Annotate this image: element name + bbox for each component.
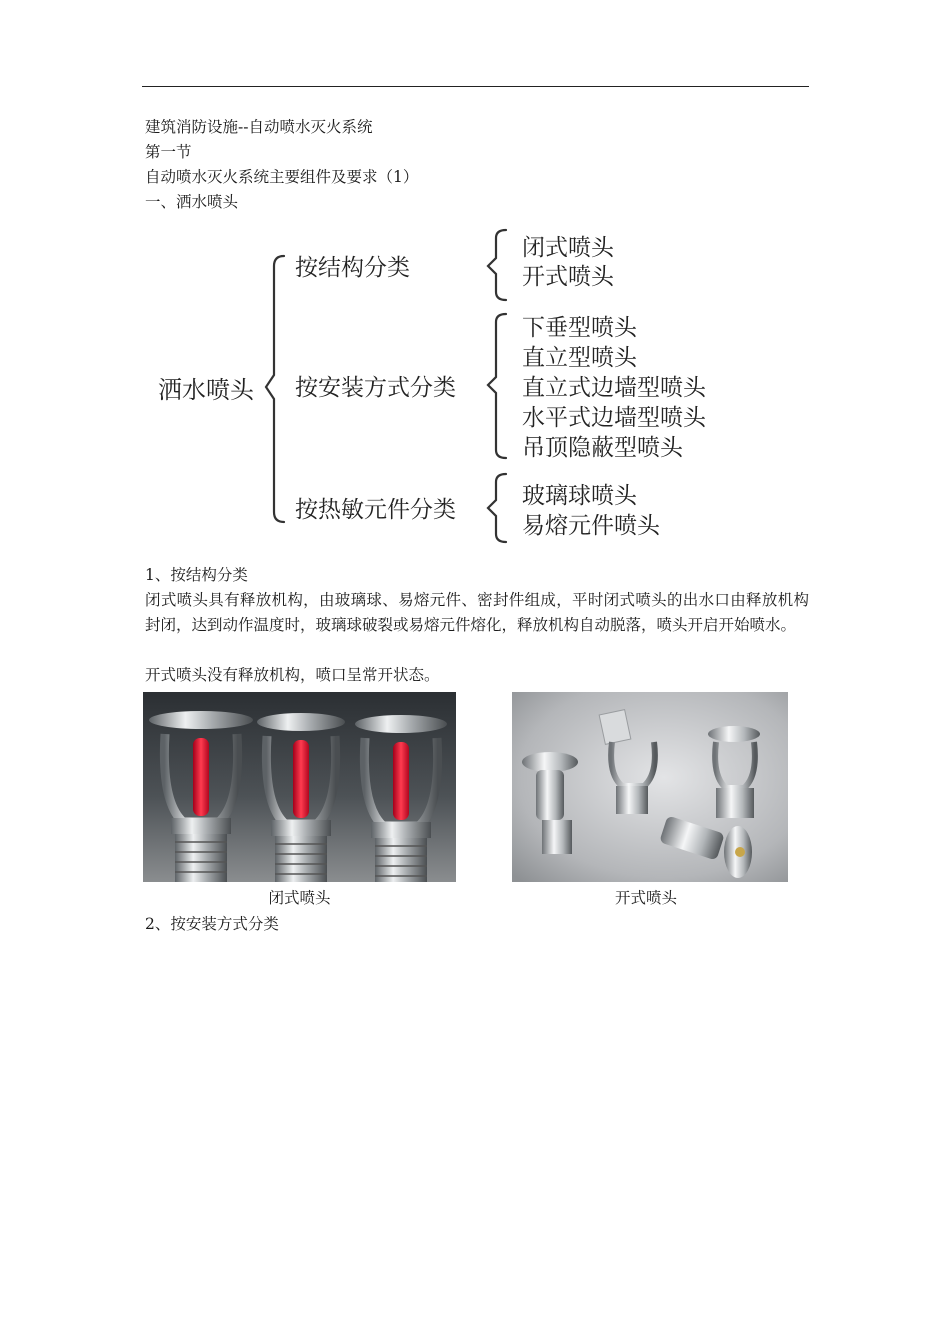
diagram-item: 直立式边墙型喷头: [522, 375, 706, 401]
heading-sprinkler: 一、洒水喷头: [145, 193, 239, 211]
diagram-item: 玻璃球喷头: [522, 483, 637, 509]
diagram-item: 下垂型喷头: [522, 315, 637, 341]
diagram-item: 开式喷头: [522, 264, 614, 290]
closed-sprinkler-description: 闭式喷头具有释放机构，由玻璃球、易熔元件、密封件组成，平时闭式喷头的出水口由释放机构封闭，达到动作温度时，玻璃球破裂或易熔元件熔化，释放机构自动脱落，喷头开启开始喷水。: [145, 591, 809, 634]
diagram-item: 闭式喷头: [522, 235, 614, 261]
closed-sprinkler-photo: [143, 692, 456, 882]
classification-diagram: [150, 222, 750, 552]
diagram-item: 吊顶隐蔽型喷头: [522, 435, 683, 461]
diagram-category-structure: 按结构分类: [295, 255, 410, 281]
open-sprinkler-description: 开式喷头没有释放机构，喷口呈常开状态。: [145, 666, 440, 684]
closed-sprinkler-caption: 闭式喷头: [268, 889, 331, 907]
section-subtitle: 自动喷水灭火系统主要组件及要求（1）: [145, 168, 419, 186]
diagram-item: 水平式边墙型喷头: [522, 405, 706, 431]
section-label: 第一节: [145, 143, 192, 161]
diagram-category-thermal: 按热敏元件分类: [295, 497, 456, 523]
diagram-item: 易熔元件喷头: [522, 513, 660, 539]
document-title: 建筑消防设施--自动喷水灭火系统: [145, 118, 373, 136]
diagram-category-installation: 按安装方式分类: [295, 375, 456, 401]
open-sprinkler-caption: 开式喷头: [614, 889, 677, 907]
open-sprinkler-photo: [512, 692, 788, 882]
diagram-item: 直立型喷头: [522, 345, 637, 371]
diagram-root: 洒水喷头: [158, 376, 254, 404]
heading-by-structure: 1、按结构分类: [145, 566, 248, 584]
header-rule: [142, 86, 809, 87]
heading-by-installation: 2、按安装方式分类: [145, 915, 279, 933]
